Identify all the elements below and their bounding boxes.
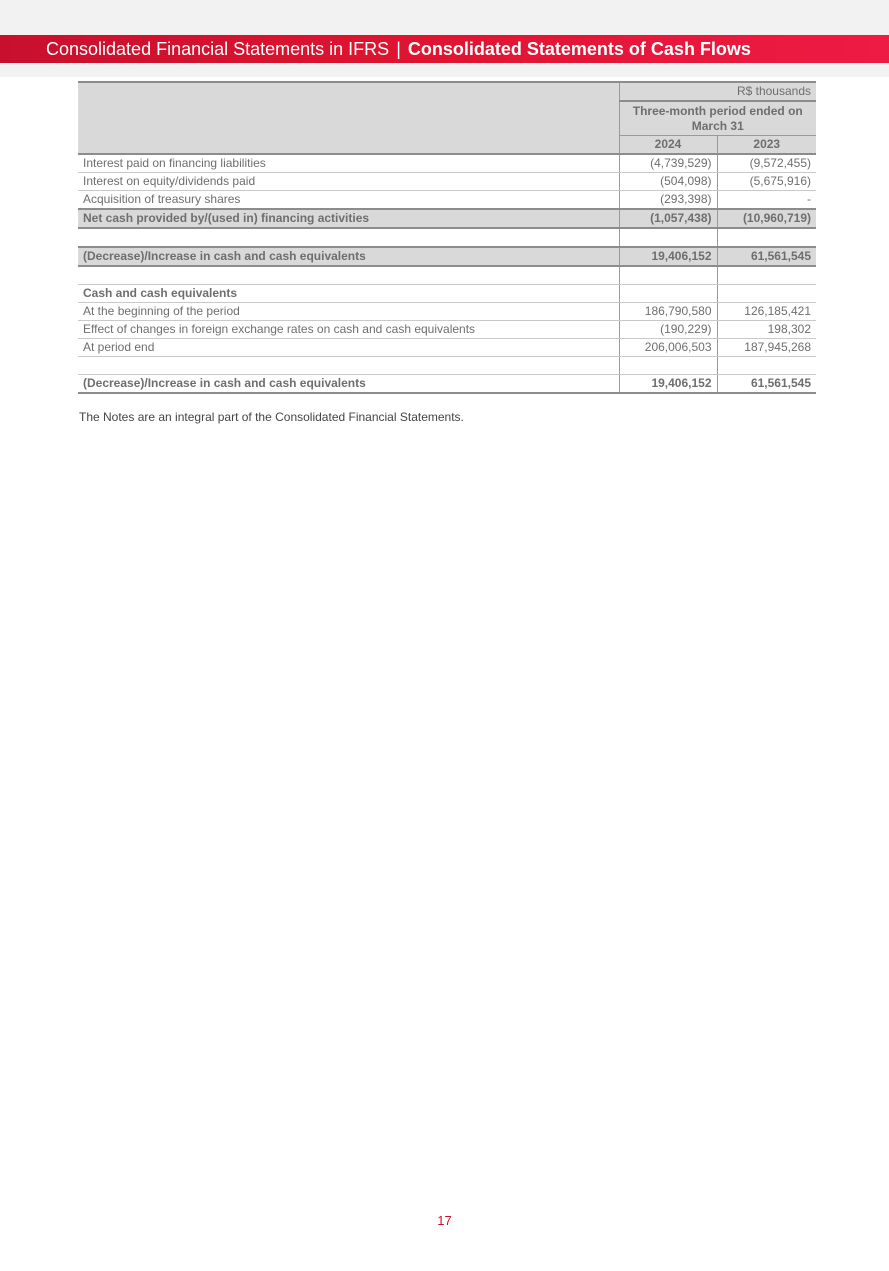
value-2023: - [717, 191, 816, 210]
footnote: The Notes are an integral part of the Consolidated Financial Statements. [79, 410, 464, 424]
header-prefix: Consolidated Financial Statements in IFRS [46, 39, 390, 59]
cash-flow-table [78, 81, 816, 394]
value-2023: 187,945,268 [717, 339, 816, 357]
value-2023: 61,561,545 [717, 375, 816, 394]
value-2024: (4,739,529) [619, 154, 717, 173]
year-2023-header: 2023 [717, 136, 816, 155]
table-row [78, 321, 816, 339]
value-2024: 19,406,152 [619, 375, 717, 394]
table-row [78, 191, 816, 210]
value-2023: (5,675,916) [717, 173, 816, 191]
top-margin-strip [0, 0, 889, 35]
section-label: Cash and cash equivalents [78, 285, 619, 303]
table-header-unit-row [78, 82, 816, 101]
row-label: At period end [78, 339, 619, 357]
section-row-cash [78, 285, 816, 303]
spacer-row [78, 266, 816, 285]
final-row-cash-change [78, 375, 816, 394]
row-label: (Decrease)/Increase in cash and cash equivalents [78, 247, 619, 266]
value-2024: (504,098) [619, 173, 717, 191]
value-2023: 198,302 [717, 321, 816, 339]
table-row [78, 339, 816, 357]
row-label: Interest on equity/dividends paid [78, 173, 619, 191]
value-2023: 61,561,545 [717, 247, 816, 266]
total-row-net-financing [78, 209, 816, 228]
value-2024: 186,790,580 [619, 303, 717, 321]
page-header-band [0, 35, 889, 63]
total-row-cash-change [78, 247, 816, 266]
row-label: Interest paid on financing liabilities [78, 154, 619, 173]
value-2024: 19,406,152 [619, 247, 717, 266]
header-under-strip [0, 63, 889, 77]
header-title: Consolidated Statements of Cash Flows [407, 39, 751, 59]
row-label: At the beginning of the period [78, 303, 619, 321]
table-header-blank [78, 82, 619, 154]
table-row [78, 303, 816, 321]
value-2024: 206,006,503 [619, 339, 717, 357]
spacer-row [78, 357, 816, 375]
value-2023: (10,960,719) [717, 209, 816, 228]
year-2024-header: 2024 [619, 136, 717, 155]
row-label: Effect of changes in foreign exchange rates on cash and cash equivalents [78, 321, 619, 339]
value-2024: (190,229) [619, 321, 717, 339]
period-label: Three-month period ended on March 31 [619, 101, 816, 136]
row-label: Acquisition of treasury shares [78, 191, 619, 210]
page-number: 17 [437, 1213, 452, 1228]
value-2023: 126,185,421 [717, 303, 816, 321]
table-row [78, 154, 816, 173]
spacer-row [78, 228, 816, 247]
unit-label: R$ thousands [619, 82, 816, 101]
page-header-text [46, 35, 751, 63]
value-2024: (1,057,438) [619, 209, 717, 228]
header-separator: | [396, 39, 401, 59]
table-row [78, 173, 816, 191]
row-label: Net cash provided by/(used in) financing activities [78, 209, 619, 228]
row-label: (Decrease)/Increase in cash and cash equivalents [78, 375, 619, 394]
value-2024: (293,398) [619, 191, 717, 210]
value-2023: (9,572,455) [717, 154, 816, 173]
